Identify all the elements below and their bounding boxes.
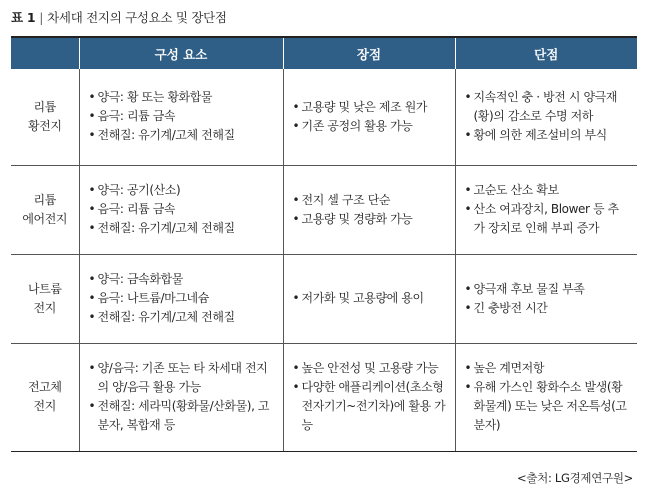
list-item: • 황에 의한 제조설비의 부식 — [465, 126, 630, 145]
comparison-table — [11, 38, 637, 452]
list-item: • 양극: 금속화합물 — [89, 270, 275, 289]
header-corner — [11, 38, 79, 69]
pros-cell — [283, 343, 455, 451]
row-name-line: 에어전지 — [22, 211, 68, 226]
table-title: 차세대 전지의 구성요소 및 장단점 — [47, 10, 227, 25]
list-item: • 양극: 황 또는 황화합물 — [89, 88, 275, 107]
row-name-line: 황전지 — [27, 118, 62, 133]
list-item: • 다양한 애플리케이션(초소형 전자기기~전기차)에 활용 가능 — [293, 378, 447, 435]
list-item: • 고용량 및 낮은 제조 원가 — [293, 98, 447, 117]
table-caption — [11, 8, 227, 26]
header-components: 구성 요소 — [79, 38, 283, 69]
list-item: • 전해질: 세라믹(황화물/산화물), 고분자, 복합재 등 — [89, 397, 275, 435]
list-item: • 전해질: 유기계/고체 전해질 — [89, 126, 275, 145]
list-item: • 전해질: 유기계/고체 전해질 — [89, 308, 275, 327]
row-name-line: 전고체 — [27, 380, 62, 394]
table-row — [11, 254, 637, 343]
row-name-line: 리튬 — [33, 99, 56, 114]
list-item: • 산소 여과장치, Blower 등 추가 장치로 인해 부피 증가 — [465, 200, 630, 238]
components-cell — [79, 343, 283, 451]
row-name-line: 전지 — [33, 300, 56, 315]
cons-cell — [455, 69, 637, 165]
cons-cell — [455, 254, 637, 343]
components-cell — [79, 69, 283, 165]
components-cell — [79, 165, 283, 254]
row-name — [11, 69, 79, 165]
pros-cell — [283, 69, 455, 165]
source-note: <출처: LG경제연구원> — [517, 471, 633, 485]
list-item: • 높은 계면저항 — [465, 359, 630, 378]
list-item: • 음극: 나트륨/마그네슘 — [89, 289, 275, 308]
list-item: • 고순도 산소 확보 — [465, 181, 630, 200]
row-name — [11, 343, 79, 451]
cons-cell — [455, 165, 637, 254]
row-name-line: 전지 — [33, 399, 56, 413]
list-item: • 양극재 후보 물질 부족 — [465, 280, 630, 299]
list-item: • 전해질: 유기계/고체 전해질 — [89, 219, 275, 238]
header-row — [11, 38, 637, 69]
table-row — [11, 165, 637, 254]
table-row — [11, 343, 637, 451]
list-item: • 전지 셀 구조 단순 — [293, 191, 447, 210]
list-item: • 고용량 및 경량화 가능 — [293, 210, 447, 229]
list-item: • 긴 충방전 시간 — [465, 299, 630, 318]
row-name — [11, 165, 79, 254]
table-number: 표 1 — [11, 10, 36, 25]
list-item: • 유해 가스인 황화수소 발생(황화물계) 또는 낮은 저온특성(고분자) — [465, 378, 630, 435]
list-item: • 양/음극: 기존 또는 타 차세대 전지의 양/음극 활용 가능 — [89, 359, 275, 397]
row-name-line: 나트륨 — [27, 281, 62, 296]
table-row — [11, 69, 637, 165]
list-item: • 저가화 및 고용량에 용이 — [293, 289, 447, 308]
pros-cell — [283, 254, 455, 343]
cons-cell — [455, 343, 637, 451]
header-cons: 단점 — [455, 38, 637, 69]
list-item: • 음극: 리튬 금속 — [89, 107, 275, 126]
header-pros: 장점 — [283, 38, 455, 69]
list-item: • 기존 공정의 활용 가능 — [293, 117, 447, 136]
list-item: • 음극: 리튬 금속 — [89, 200, 275, 219]
row-name — [11, 254, 79, 343]
components-cell — [79, 254, 283, 343]
row-name-line: 리튬 — [33, 192, 56, 207]
list-item: • 양극: 공기(산소) — [89, 181, 275, 200]
pros-cell — [283, 165, 455, 254]
list-item: • 높은 안전성 및 고용량 가능 — [293, 359, 447, 378]
list-item: • 지속적인 충 · 방전 시 양극재(황)의 감소로 수명 저하 — [465, 88, 630, 126]
caption-separator: | — [39, 10, 44, 25]
